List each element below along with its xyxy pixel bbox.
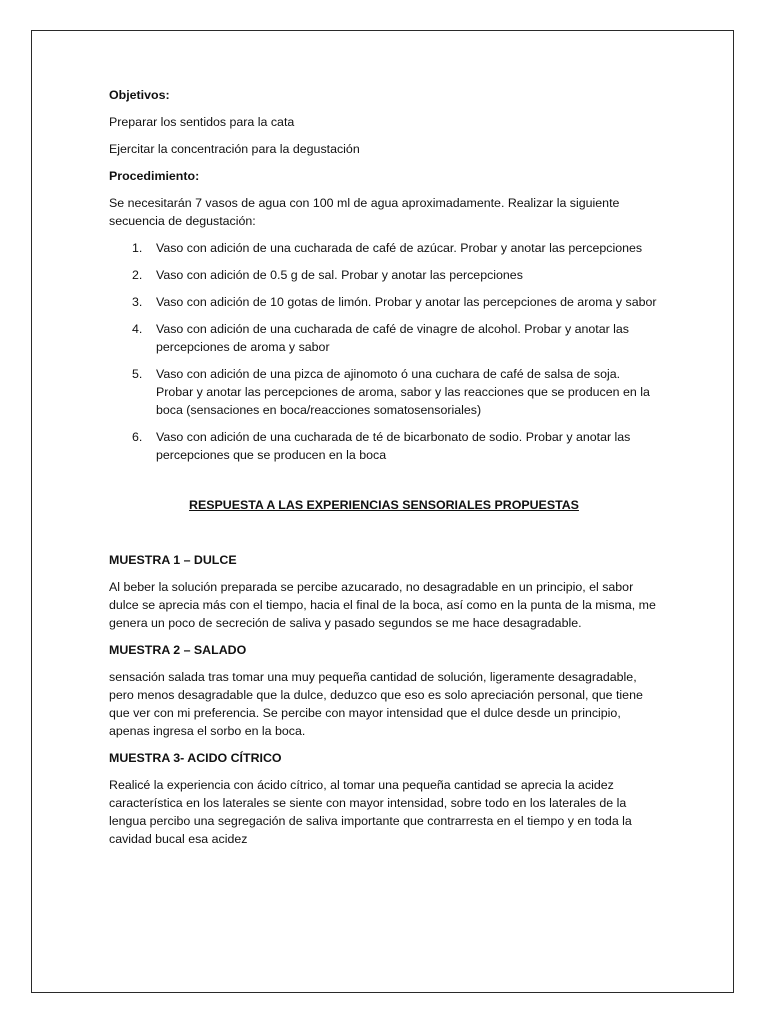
procedure-heading: Procedimiento: [109, 169, 200, 183]
step-text: Vaso con adición de 10 gotas de limón. Probar y anotar las percepciones de aroma y sabor [156, 295, 657, 309]
procedure-steps-list [109, 239, 659, 464]
objectives-heading: Objetivos: [109, 88, 170, 102]
step-number: 6. [132, 430, 143, 444]
responses-title: RESPUESTA A LAS EXPERIENCIAS SENSORIALES PROPUESTAS [189, 498, 579, 512]
procedure-step [109, 320, 659, 356]
procedure-step [109, 428, 659, 464]
step-number: 3. [132, 295, 143, 309]
step-text: Vaso con adición de una pizca de ajinomoto ó una cuchara de café de salsa de soja. Probar y anotar las percepciones de aroma, sabor y las reacciones que se producen en la boca (sensaciones en boca/reacciones somatosensoriales) [156, 367, 650, 417]
step-text: Vaso con adición de una cucharada de café de azúcar. Probar y anotar las percepciones [156, 241, 643, 255]
sample-text: Al beber la solución preparada se percibe azucarado, no desagradable en un principio, el sabor dulce se aprecia más con el tiempo, hacia el final de la boca, así como en la punta de la misma, me genera un poco de secreción de saliva y pasado segundos se me hace desagradable. [109, 580, 656, 630]
document-body [109, 86, 659, 857]
procedure-step [109, 239, 659, 257]
sample-heading: MUESTRA 1 – DULCE [109, 553, 237, 567]
procedure-step [109, 293, 659, 311]
procedure-intro: Se necesitarán 7 vasos de agua con 100 ml de agua aproximadamente. Realizar la siguiente secuencia de degustación: [109, 196, 620, 228]
procedure-step [109, 266, 659, 284]
objective-item: Preparar los sentidos para la cata [109, 115, 295, 129]
sample-text: sensación salada tras tomar una muy pequeña cantidad de solución, ligeramente desagradable, pero menos desagradable que la dulce, deduzco que eso es solo apreciación personal, que tiene que ver con mi preferencia. Se percibe con mayor intensidad que el dulce desde un principio, apenas ingresa el sorbo en la boca. [109, 670, 643, 738]
procedure-step [109, 365, 659, 419]
step-text: Vaso con adición de una cucharada de café de vinagre de alcohol. Probar y anotar las percepciones de aroma y sabor [156, 322, 629, 354]
step-number: 4. [132, 322, 143, 336]
step-number: 5. [132, 367, 143, 381]
step-text: Vaso con adición de 0.5 g de sal. Probar y anotar las percepciones [156, 268, 523, 282]
step-text: Vaso con adición de una cucharada de té de bicarbonato de sodio. Probar y anotar las percepciones que se producen en la boca [156, 430, 631, 462]
step-number: 2. [132, 268, 143, 282]
step-number: 1. [132, 241, 143, 255]
sample-text: Realicé la experiencia con ácido cítrico, al tomar una pequeña cantidad se aprecia la acidez característica en los laterales se siente con mayor intensidad, sobre todo en los laterales de la lengua percibo una segregación de saliva importante que contrarresta en el tiempo y en toda la cavidad bucal esa acidez [109, 778, 632, 846]
objective-item: Ejercitar la concentración para la degustación [109, 142, 360, 156]
sample-heading: MUESTRA 3- ACIDO CÍTRICO [109, 751, 282, 765]
sample-heading: MUESTRA 2 – SALADO [109, 643, 247, 657]
